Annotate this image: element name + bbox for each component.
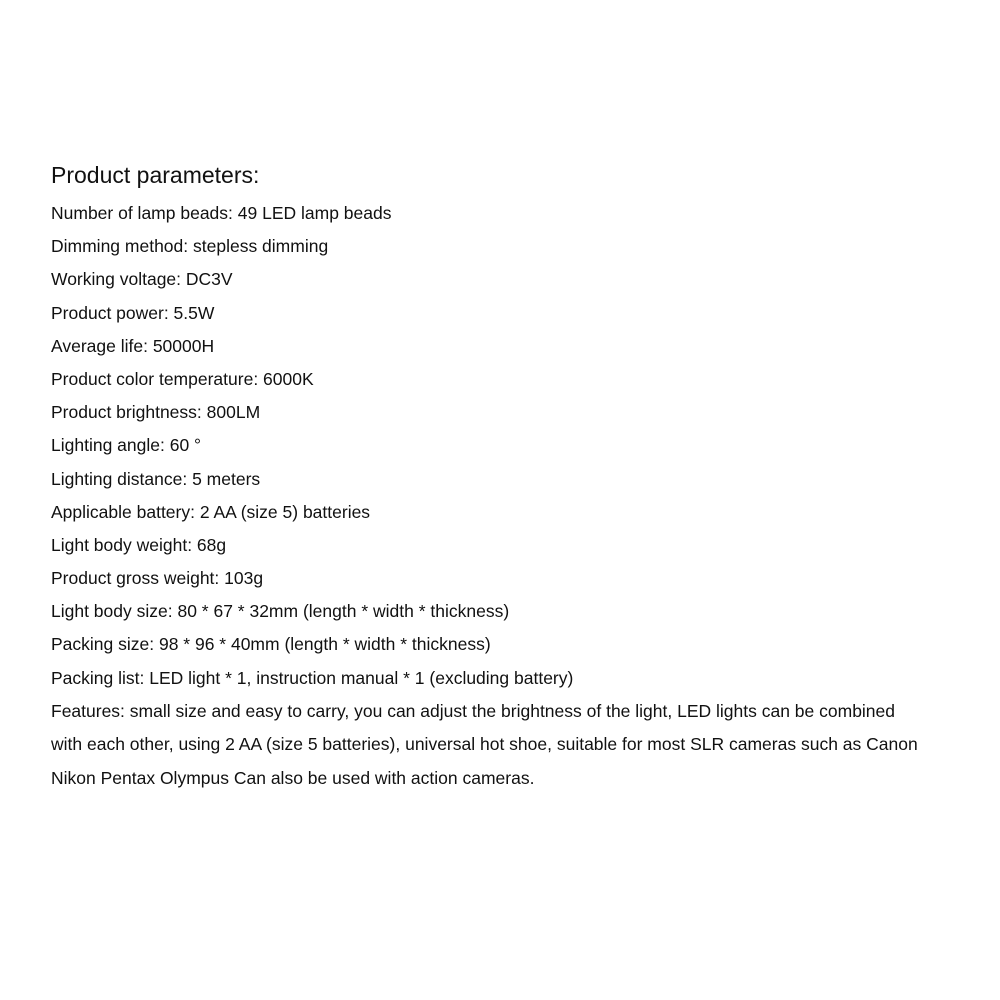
param-brightness: Product brightness: 800LM	[51, 402, 261, 423]
param-color-temperature: Product color temperature: 6000K	[51, 368, 314, 389]
param-dimming-method: Dimming method: stepless dimming	[51, 236, 329, 257]
param-body-weight: Light body weight: 68g	[51, 534, 227, 555]
parameter-list	[51, 197, 996, 695]
product-parameters-document	[51, 160, 996, 795]
param-lamp-beads: Number of lamp beads: 49 LED lamp beads	[51, 203, 392, 223]
param-working-voltage: Working voltage: DC3V	[51, 269, 233, 290]
features-line: with each other, using 2 AA (size 5 batteries), universal hot shoe, suitable for most SLR cameras such as Canon	[51, 734, 918, 755]
param-applicable-battery: Applicable battery: 2 AA (size 5) batteries	[51, 501, 371, 522]
param-lighting-distance: Lighting distance: 5 meters	[51, 468, 261, 489]
features-line: Features: small size and easy to carry, you can adjust the brightness of the light, LED lights can be combined	[51, 700, 896, 721]
features-line: Nikon Pentax Olympus Can also be used with action cameras.	[51, 767, 535, 788]
param-gross-weight: Product gross weight: 103g	[51, 568, 264, 589]
param-product-power: Product power: 5.5W	[51, 302, 215, 323]
param-packing-size: Packing size: 98 * 96 * 40mm (length * width * thickness)	[51, 634, 491, 655]
param-lighting-angle: Lighting angle: 60 °	[51, 435, 202, 456]
param-body-size: Light body size: 80 * 67 * 32mm (length * width * thickness)	[51, 601, 510, 622]
param-packing-list: Packing list: LED light * 1, instruction manual * 1 (excluding battery)	[51, 667, 574, 688]
document-title: Product parameters:	[51, 162, 260, 188]
param-average-life: Average life: 50000H	[51, 335, 215, 356]
features-paragraph	[51, 695, 999, 796]
